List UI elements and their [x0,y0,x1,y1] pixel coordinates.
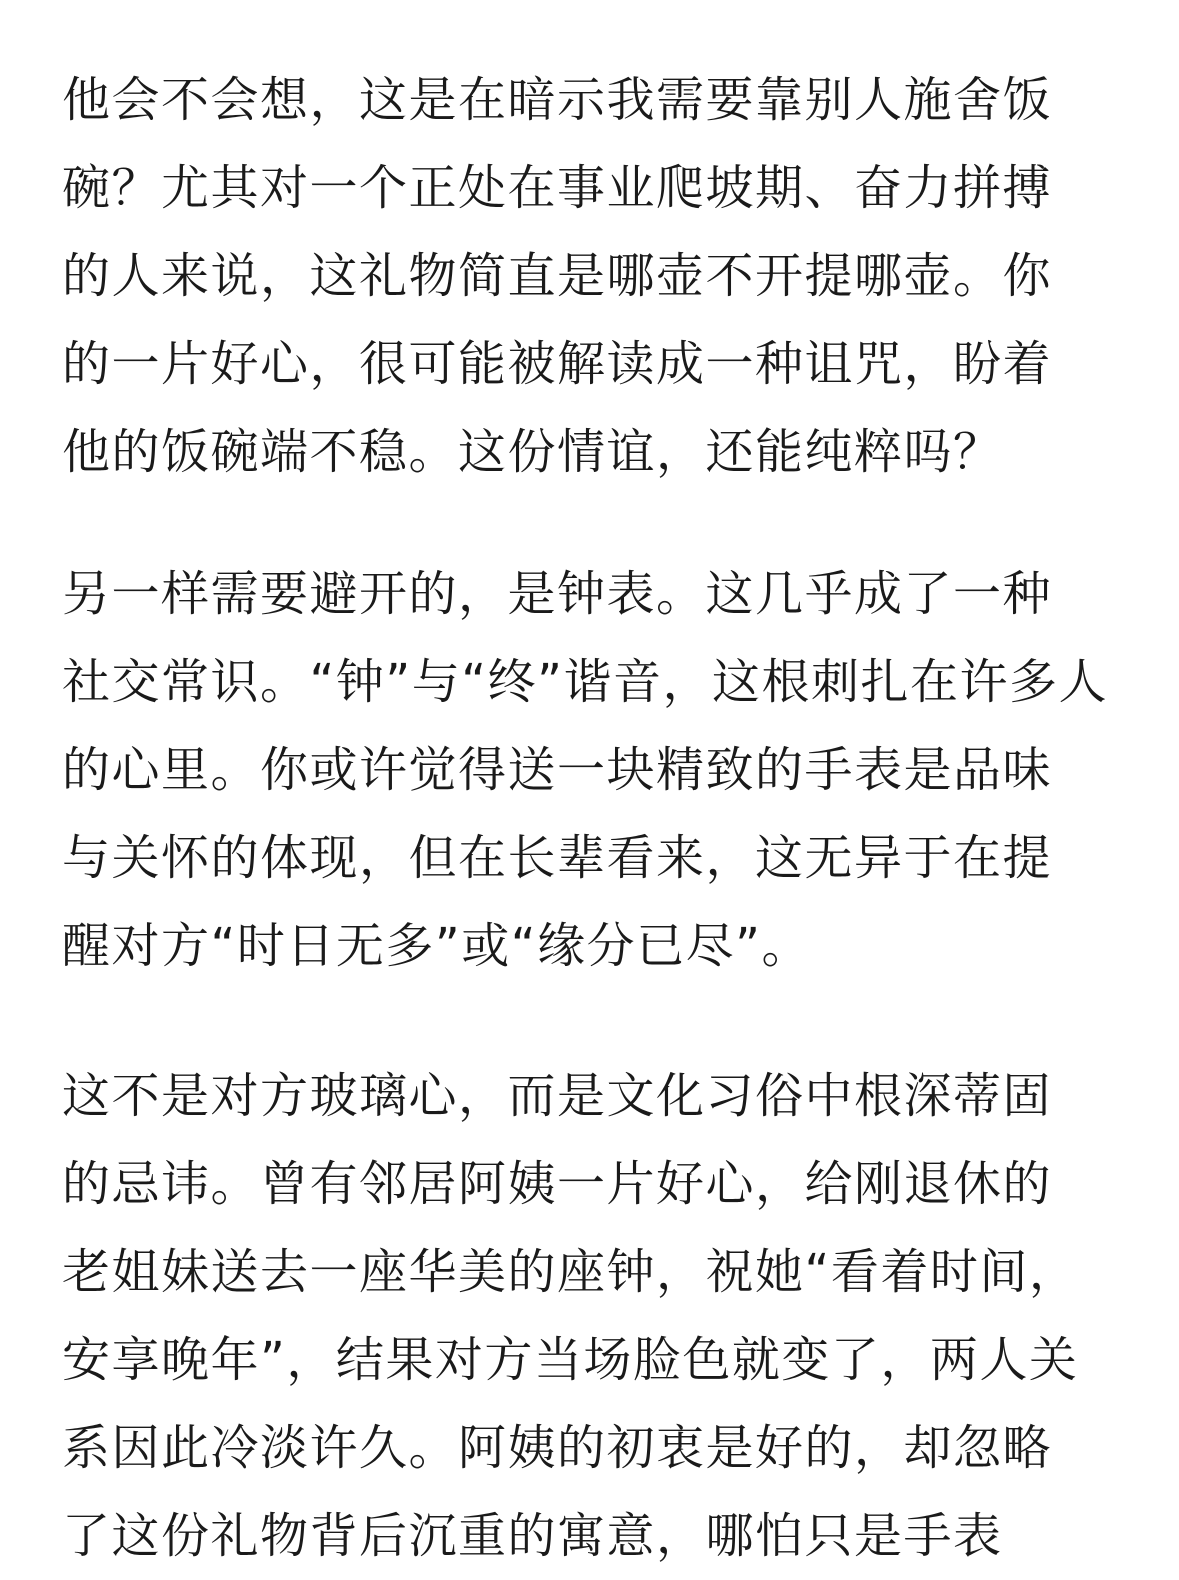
text-line: 安享晚年”，结果对方当场脸色就变了，两人关 [62,1332,1079,1388]
text-line: 的一片好心，很可能被解读成一种诅咒，盼着 [62,336,1053,392]
text-line: 系因此冷淡许久。阿姨的初衷是好的，却忽略 [62,1420,1053,1476]
text-line: 醒对方“时日无多”或“缘分已尽”。 [62,918,811,974]
text-line: 碗？尤其对一个正处在事业爬坡期、奋力拼搏 [62,160,1053,216]
paragraph-taboo-story [62,1052,1122,1580]
text-line: 这不是对方玻璃心，而是文化习俗中根深蒂固 [62,1068,1053,1124]
text-line: 另一样需要避开的，是钟表。这几乎成了一种 [62,566,1053,622]
paragraph-rice-bowl [62,56,1122,496]
text-line: 他会不会想，这是在暗示我需要靠别人施舍饭 [62,72,1053,128]
text-line: 的心里。你或许觉得送一块精致的手表是品味 [62,742,1053,798]
paragraph-clocks [62,550,1122,990]
text-line: 老姐妹送去一座华美的座钟，祝她“看着时间， [62,1244,1079,1300]
text-line: 了这份礼物背后沉重的寓意，哪怕只是手表 [62,1508,1003,1564]
text-line: 的忌讳。曾有邻居阿姨一片好心，给刚退休的 [62,1156,1053,1212]
text-line: 社交常识。“钟”与“终”谐音，这根刺扎在许多人 [62,654,1108,710]
text-line: 与关怀的体现，但在长辈看来，这无异于在提 [62,830,1053,886]
text-line: 他的饭碗端不稳。这份情谊，还能纯粹吗？ [62,424,1003,480]
text-line: 的人来说，这礼物简直是哪壶不开提哪壶。你 [62,248,1053,304]
